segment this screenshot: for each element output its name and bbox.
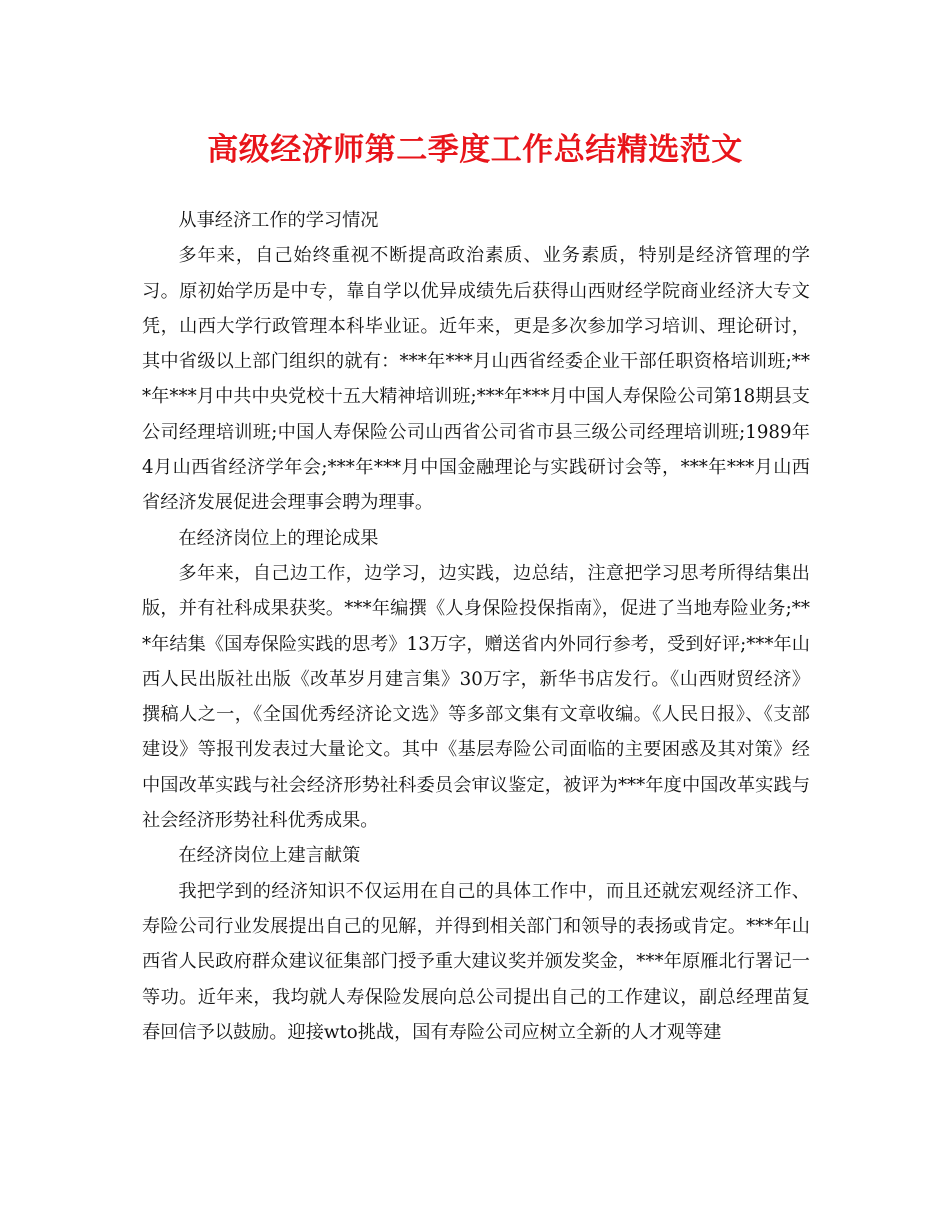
document-body: [142, 203, 810, 1050]
section-heading-theory-results: 在经济岗位上的理论成果: [178, 527, 379, 549]
paragraph-study: 多年来，自己始终重视不断提高政治素质、业务素质，特别是经济管理的学习。原初始学历是中专，靠自学以优异成绩先后获得山西财经学院商业经济大专文凭，山西大学行政管理本科毕业证。近年来，更是多次参加学习培训、理论研讨，其中省级以上部门组织的就有：***年***月山西省经委企业干部任职资格培训班;***年***月中共中央党校十五大精神培训班;***年***月中国人寿保险公司第18期县支公司经理培训班;中国人寿保险公司山西省公司省市县三级公司经理培训班;1989年4月山西省经济学年会;***年***月中国金融理论与实践研讨会等，***年***月山西省经济发展促进会理事会聘为理事。: [142, 245, 810, 514]
paragraph-theory-results: 多年来，自己边工作，边学习，边实践，边总结，注意把学习思考所得结集出版，并有社科成果获奖。***年编撰《人身保险投保指南》，促进了当地寿险业务;***年结集《国寿保险实践的思考》13万字，赠送省内外同行参考，受到好评;***年山西人民出版社出版《改革岁月建言集》30万字，新华书店发行。《山西财贸经济》撰稿人之一，《全国优秀经济论文选》等多部文集有文章收编。《人民日报》、《支部建设》等报刊发表过大量论文。其中《基层寿险公司面临的主要困惑及其对策》经中国改革实践与社会经济形势社科委员会审议鉴定，被评为***年度中国改革实践与社会经济形势社科优秀成果。: [142, 562, 810, 832]
paragraph-suggestions: 我把学到的经济知识不仅运用在自己的具体工作中，而且还就宏观经济工作、寿险公司行业发展提出自己的见解，并得到相关部门和领导的表扬或肯定。***年山西省人民政府群众建议征集部门授予重大建议奖并颁发奖金，***年原雁北行署记一等功。近年来，我均就人寿保险发展向总公司提出自己的工作建议，副总经理苗复春回信予以鼓励。迎接wto挑战，国有寿险公司应树立全新的人才观等建: [142, 880, 810, 1043]
section-heading-suggestions: 在经济岗位上建言献策: [178, 845, 361, 867]
document-title: 高级经济师第二季度工作总结精选范文: [207, 132, 743, 168]
section-heading-study: 从事经济工作的学习情况: [178, 210, 379, 231]
